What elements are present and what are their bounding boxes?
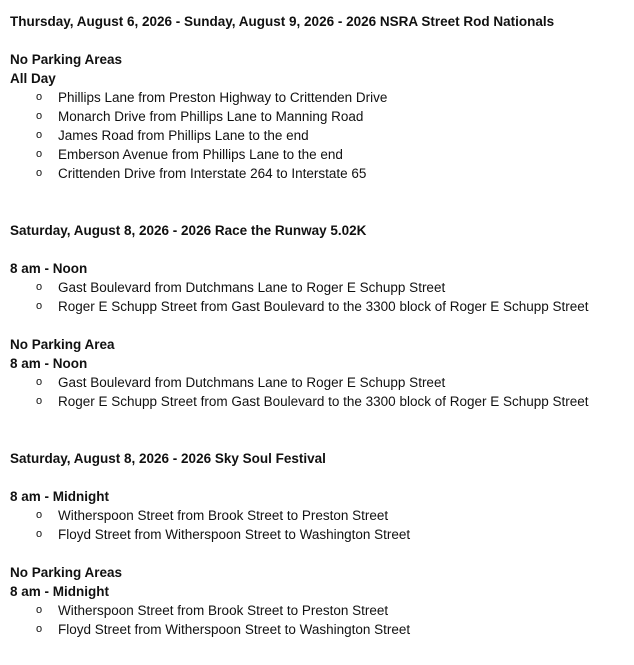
list-item: o Emberson Avenue from Phillips Lane to the end bbox=[35, 147, 343, 162]
bullet-icon: o bbox=[35, 148, 43, 160]
bullet-icon: o bbox=[35, 110, 43, 122]
list-item: o Gast Boulevard from Dutchmans Lane to Roger E Schupp Street bbox=[35, 375, 446, 390]
event-title: Thursday, August 6, 2026 - Sunday, August 9, 2026 - 2026 NSRA Street Rod Nationals bbox=[10, 14, 555, 29]
block-time: 8 am - Midnight bbox=[10, 584, 109, 599]
list-item: o Roger E Schupp Street from Gast Boulevard to the 3300 block of Roger E Schupp Street bbox=[35, 394, 589, 409]
list-item: o Floyd Street from Witherspoon Street to Washington Street bbox=[35, 527, 411, 542]
street-list bbox=[10, 506, 634, 544]
bullet-icon: o bbox=[35, 300, 43, 312]
block-heading: No Parking Areas bbox=[10, 52, 123, 67]
bullet-icon: o bbox=[35, 623, 43, 635]
street-list bbox=[10, 88, 634, 183]
block-time: 8 am - Noon bbox=[10, 261, 88, 276]
block-time: All Day bbox=[10, 71, 56, 86]
block-time: 8 am - Noon bbox=[10, 356, 88, 371]
street-list bbox=[10, 373, 634, 411]
list-item: o James Road from Phillips Lane to the end bbox=[35, 128, 309, 143]
street-list bbox=[10, 278, 634, 316]
bullet-icon: o bbox=[35, 528, 43, 540]
list-item: o Monarch Drive from Phillips Lane to Manning Road bbox=[35, 109, 364, 124]
bullet-icon: o bbox=[35, 167, 43, 179]
bullet-icon: o bbox=[35, 281, 43, 293]
event-title: Saturday, August 8, 2026 - 2026 Race the Runway 5.02K bbox=[10, 223, 367, 238]
list-item: o Crittenden Drive from Interstate 264 to Interstate 65 bbox=[35, 166, 367, 181]
bullet-icon: o bbox=[35, 509, 43, 521]
street-list bbox=[10, 601, 634, 639]
list-item: o Roger E Schupp Street from Gast Boulevard to the 3300 block of Roger E Schupp Street bbox=[35, 299, 589, 314]
block-time: 8 am - Midnight bbox=[10, 489, 109, 504]
event-sky-soul-festival bbox=[10, 449, 634, 639]
event-race-the-runway bbox=[10, 221, 634, 449]
bullet-icon: o bbox=[35, 129, 43, 141]
bullet-icon: o bbox=[35, 376, 43, 388]
list-item: o Witherspoon Street from Brook Street to Preston Street bbox=[35, 603, 389, 618]
bullet-icon: o bbox=[35, 91, 43, 103]
list-item: o Phillips Lane from Preston Highway to Crittenden Drive bbox=[35, 90, 388, 105]
event-title: Saturday, August 8, 2026 - 2026 Sky Soul Festival bbox=[10, 451, 326, 466]
bullet-icon: o bbox=[35, 395, 43, 407]
list-item: o Floyd Street from Witherspoon Street to Washington Street bbox=[35, 622, 411, 637]
bullet-icon: o bbox=[35, 604, 43, 616]
block-heading: No Parking Area bbox=[10, 337, 115, 352]
block-heading: No Parking Areas bbox=[10, 565, 123, 580]
event-nsra-street-rod bbox=[10, 12, 634, 221]
list-item: o Gast Boulevard from Dutchmans Lane to Roger E Schupp Street bbox=[35, 280, 446, 295]
list-item: o Witherspoon Street from Brook Street to Preston Street bbox=[35, 508, 389, 523]
